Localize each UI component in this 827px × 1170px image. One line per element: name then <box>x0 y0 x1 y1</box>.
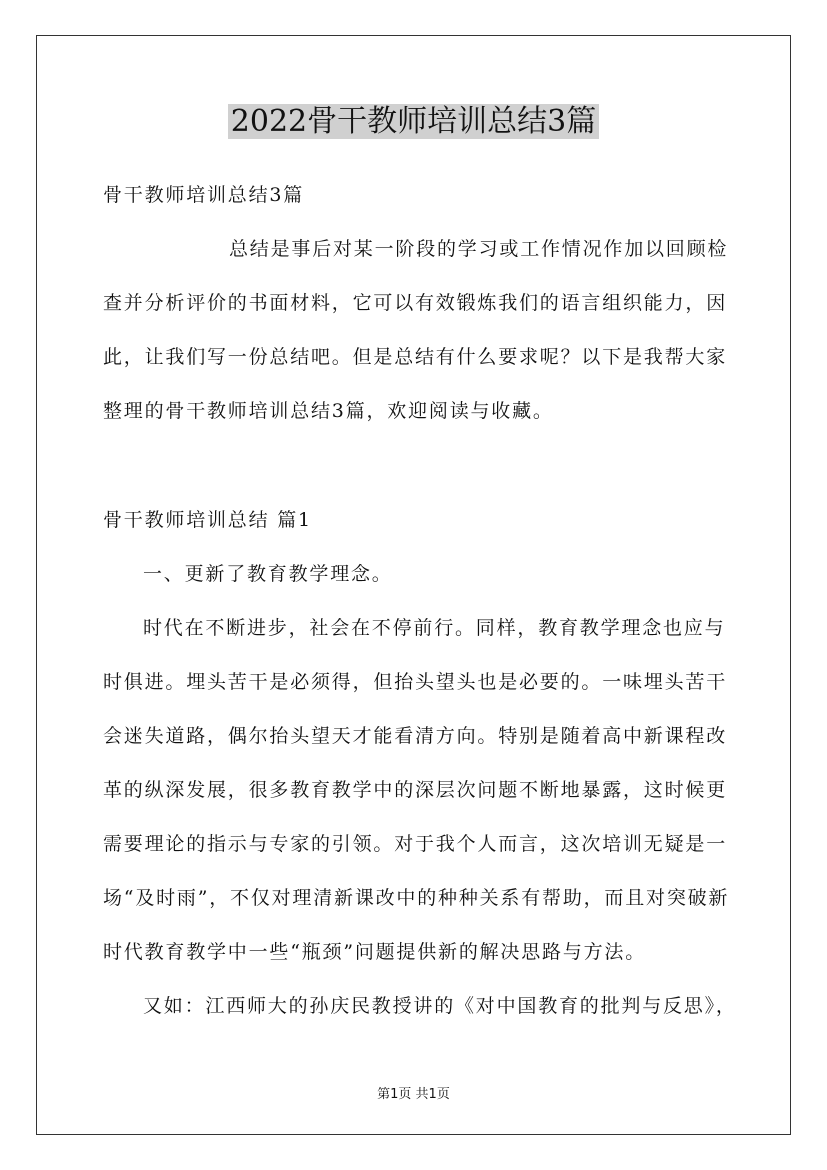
intro-line: 此，让我们写一份总结吧。但是总结有什么要求呢？以下是我帮大家 <box>103 346 728 368</box>
intro-line: 整理的骨干教师培训总结3篇，欢迎阅读与收藏。 <box>103 400 554 422</box>
intro-line: 总结是事后对某一阶段的学习或工作情况作加以回顾检 <box>229 238 729 260</box>
paragraph-line: 时代在不断进步，社会在不停前行。同样，教育教学理念也应与 <box>143 617 726 639</box>
paragraph-line: 时俱进。埋头苦干是必须得，但抬头望头也是必要的。一味埋头苦干 <box>103 671 728 693</box>
document-title: 2022骨干教师培训总结3篇 <box>0 101 827 143</box>
section-heading: 一、更新了教育教学理念。 <box>143 563 393 585</box>
section-title: 骨干教师培训总结 篇1 <box>103 509 312 531</box>
paragraph-line: 又如：江西师大的孙庆民教授讲的《对中国教育的批判与反思》， <box>143 995 737 1017</box>
page-footer: 第1页 共1页 <box>377 1087 450 1102</box>
paragraph-line: 会迷失道路，偶尔抬头望天才能看清方向。特别是随着高中新课程改 <box>103 725 728 747</box>
paragraph-line: 需要理论的指示与专家的引领。对于我个人而言，这次培训无疑是一 <box>103 833 728 855</box>
intro-line: 查并分析评价的书面材料，它可以有效锻炼我们的语言组织能力，因 <box>103 292 728 314</box>
document-subtitle: 骨干教师培训总结3篇 <box>103 184 305 206</box>
paragraph-line: 场“及时雨”，不仅对理清新课改中的种种关系有帮助，而且对突破新 <box>103 887 730 909</box>
paragraph-line: 革的纵深发展，很多教育教学中的深层次问题不断地暴露，这时候更 <box>103 779 728 801</box>
paragraph-line: 时代教育教学中一些“瓶颈”问题提供新的解决思路与方法。 <box>103 941 647 963</box>
